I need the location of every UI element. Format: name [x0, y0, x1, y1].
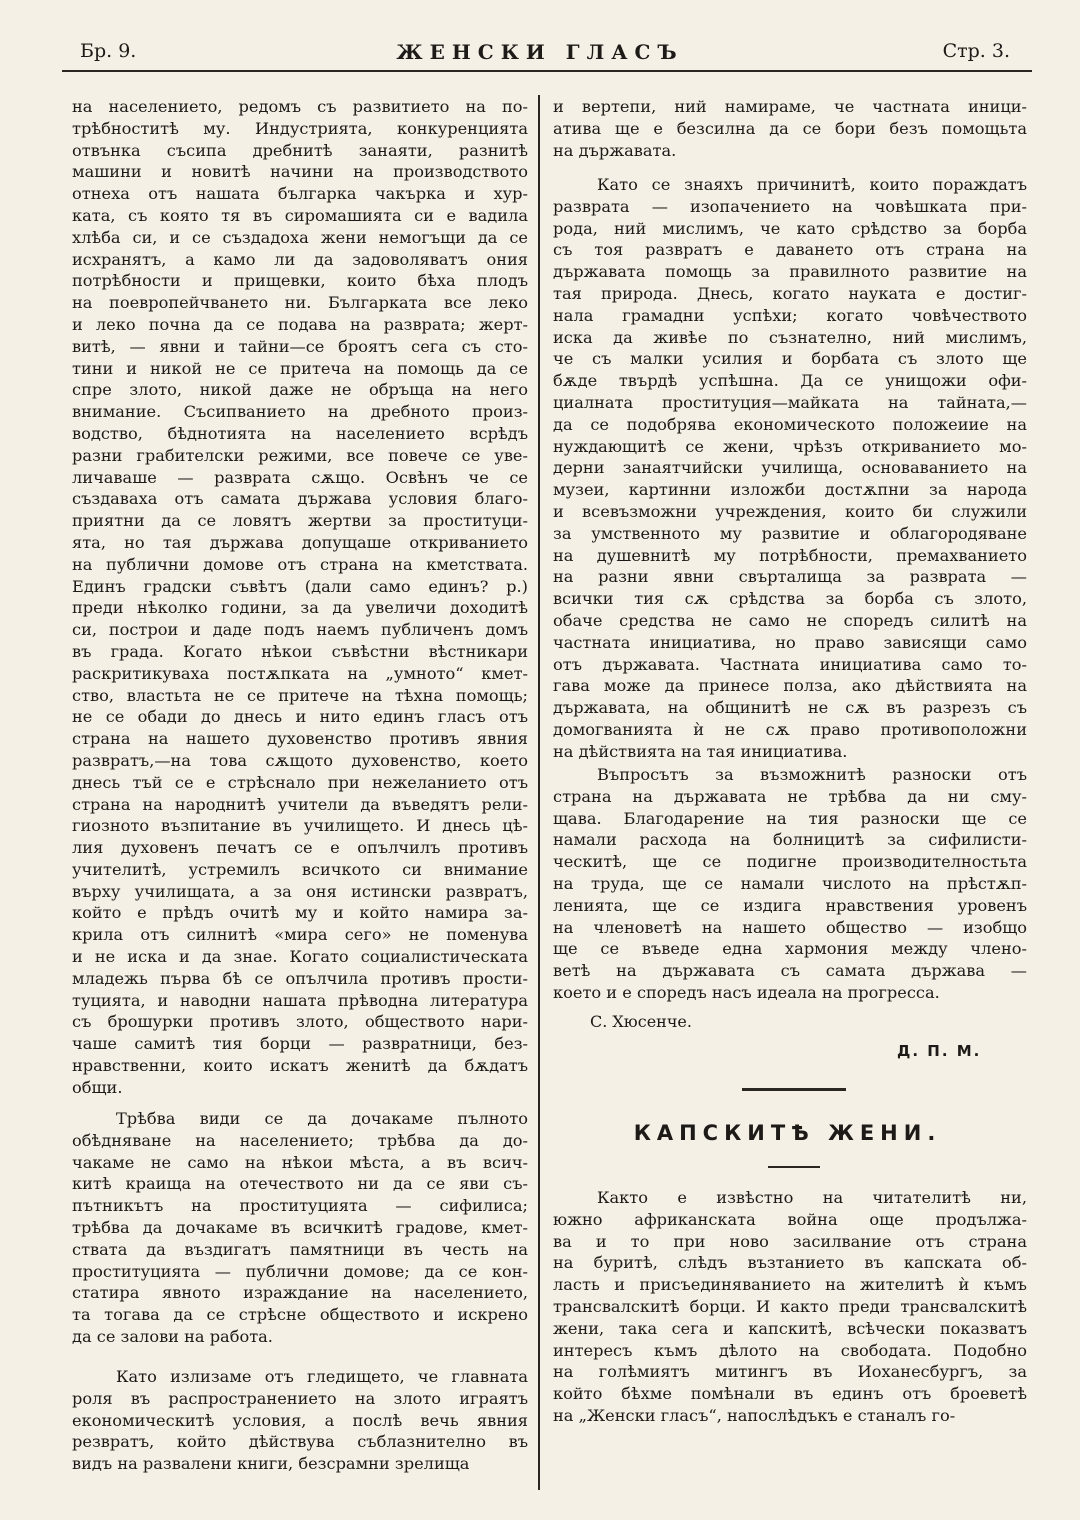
page-number: Стр. 3. [942, 40, 1010, 62]
paragraph [553, 764, 1027, 1004]
text-line: днесь тъй се е стрѣснало при нежеланието отъ [72, 772, 528, 792]
text-line: раскритикуваха постѫпката на „умното“ кмет- [72, 663, 528, 683]
text-line: чакаме не само на нѣкои мѣста, а въ всич- [72, 1152, 528, 1172]
text-line: че съ малки усилия и борбата съ злото ще [553, 349, 1027, 369]
text-line: върху училищата, а за оня истински развратъ, [72, 881, 528, 901]
text-line: бѫде твърдѣ успѣшна. Да се унищожи офи- [553, 371, 1027, 391]
text-line: Въпросътъ за възможнитѣ разноски отъ [597, 765, 1027, 784]
text-line: ветѣ на държавата съ самата държава — [553, 961, 1027, 981]
text-line: ласть и присъединяванието на жителитѣ ѝ къмъ [553, 1275, 1027, 1295]
text-line: китѣ краища на отечеството ни да се яви съ- [72, 1174, 528, 1194]
text-line: учителитѣ, устремилъ всичкото си внимание [72, 859, 528, 879]
text-line: и вертепи, ний намираме, че частната иници- [553, 97, 1027, 116]
text-line: на поевропейчването ни. Българката все леко [72, 293, 528, 313]
text-line: нала грамадни успѣхи; когато човѣчеството [553, 305, 1027, 325]
text-line: ята, но тая държава допущаше откриванието [72, 532, 528, 552]
text-line: лия духовенъ печатъ се е опълчилъ противъ [72, 838, 528, 858]
text-line: общи. [72, 1077, 123, 1097]
text-line: ще се въведе една хармония между члено- [553, 939, 1027, 959]
text-line: чаше самитѣ тия борци — развратници, без- [72, 1034, 528, 1054]
paragraph [553, 96, 1027, 161]
text-line: на държавата. [553, 140, 677, 160]
text-line: страна на народнитѣ учители да въведятъ рели- [72, 794, 528, 814]
text-line: Както е извѣстно на читателитѣ ни, [597, 1188, 1027, 1207]
text-line: статира явното израждание на населението, [72, 1283, 528, 1303]
text-line: отнеха отъ нашата българка чакърка и хур- [72, 184, 528, 204]
article-separator [742, 1088, 846, 1091]
text-line: на населението, редомъ съ развитието на по- [72, 97, 528, 116]
text-line: съ брошурки противъ злото, обществото нари- [72, 1012, 528, 1032]
text-line: домогванията ѝ не сѫ право противоположни [553, 719, 1027, 739]
text-line: и не иска и да знае. Когато социалистическата [72, 947, 528, 967]
text-line: да се подобрява економическото положеиие на [553, 414, 1027, 434]
text-line: на членоветѣ на нашето общество — изобщо [553, 917, 1027, 937]
text-line: потрѣбности и прищевки, които бѣха плодъ [72, 271, 528, 291]
text-line: Като се знаяхъ причинитѣ, които пораждатъ [597, 175, 1027, 194]
text-line: на труда, ще се намали числото на прѣстѫп- [553, 873, 1027, 893]
text-line: държавата помощь за правилното развитие на [553, 262, 1027, 282]
text-line: тини и никой не се притеча на помощь да се [72, 358, 528, 378]
text-line: и всевъзможни учреждения, които би служили [553, 501, 1027, 521]
text-line: обѣдняване на населението; трѣбва да до- [72, 1130, 528, 1150]
heading-underline [768, 1166, 820, 1168]
text-line: Единъ градски съвѣтъ (дали само единъ? р.) [72, 576, 528, 596]
place-line: С. Хюсенче. [590, 1012, 692, 1031]
text-line: да се залови на работа. [72, 1326, 273, 1346]
text-line: нуждающитѣ се жени, чрѣзъ откриванието мо- [553, 436, 1027, 456]
text-line: рода, ний мислимъ, че като срѣдство за борба [553, 218, 1027, 238]
text-line: крила отъ силнитѣ «мира сего» не поменува [72, 925, 528, 945]
text-line: гиозното възпитание въ училището. И днесь цѣ- [72, 816, 528, 836]
text-line: и леко почна да се подава на разврата; жерт- [72, 314, 528, 334]
text-line: страна на нашето духовенство противъ явния [72, 729, 528, 749]
issue-number: Бр. 9. [80, 40, 137, 62]
text-line: ленията, ще се издига нравствения уровенъ [553, 895, 1027, 915]
text-line: видъ на развалени книги, безсрамни зрелища [72, 1454, 470, 1474]
paragraph [72, 1366, 528, 1475]
text-line: отъ държавата. Частната инициатива само то- [553, 654, 1027, 674]
text-line: държавата, на общинитѣ не сѫ въ разрезъ съ [553, 698, 1027, 718]
text-line: частната инициатива, но право зависящи само [553, 632, 1027, 652]
text-line: иска да живѣе по съзнателно, ний мислимъ, [553, 327, 1027, 347]
text-line: трѣбноститѣ му. Индустрията, конкуренцията [72, 118, 528, 138]
text-line: ствата да въздигатъ памятници въ честь на [72, 1239, 528, 1259]
text-line: водство, бѣднотията на населението всрѣдъ [72, 423, 528, 443]
text-line: ческитѣ, ще се подигне производителностьта [553, 852, 1027, 872]
text-line: намали расхода на болницитѣ за сифилисти- [553, 830, 1027, 850]
text-line: страна на държавата не трѣбва да ни сму- [553, 786, 1027, 806]
text-line: приятни да се ловятъ жертви за проституци- [72, 511, 528, 531]
paragraph [553, 1187, 1027, 1427]
text-line: разврата — изопачението на човѣшката при- [553, 196, 1027, 216]
paragraph [72, 96, 528, 1099]
text-line: машини и новитѣ начини на производството [72, 162, 528, 182]
text-line: проституцията — публични домове; да се кон- [72, 1261, 528, 1281]
text-line: което и е споредъ насъ идеала на прогресса. [553, 982, 940, 1002]
text-line: атива ще е безсилна да се бори безъ помощьта [553, 118, 1027, 138]
text-line: трансвалскитѣ борци. И както преди трансвалскитѣ [553, 1296, 1027, 1316]
text-line: на буритѣ, слѣдъ възтанието въ капската об- [553, 1253, 1027, 1273]
paragraph [72, 1108, 528, 1348]
text-line: витѣ, — явни и тайни—се броятъ сега съ сто- [72, 336, 528, 356]
text-line: на голѣмиятъ митингъ въ Иоханесбургъ, за [553, 1362, 1027, 1382]
newspaper-title: ЖЕНСКИ ГЛАСЪ [396, 40, 684, 64]
text-line: южно африканската война още продължа- [553, 1209, 1027, 1229]
text-line: дерни занаятчийски училища, основаванието на [553, 458, 1027, 478]
text-line: на разни явни свърталища за разврата — [553, 567, 1027, 587]
text-line: та тогава да се стрѣсне обществото и искрено [72, 1305, 528, 1325]
text-line: развратъ,—на това сѫщото духовенство, което [72, 750, 528, 770]
text-line: който е прѣдъ очитѣ му и който намира за- [72, 903, 528, 923]
text-line: економическитѣ условия, а послѣ вечь явния [72, 1410, 528, 1430]
article-heading: КАПСКИТѢ ЖЕНИ. [633, 1121, 942, 1145]
column-divider [538, 95, 540, 1490]
text-line: младежь първа бѣ се опълчила противъ прости- [72, 968, 528, 988]
text-line: резвратъ, който дѣйствува съблазнително въ [72, 1432, 528, 1452]
header-rule [62, 70, 1032, 72]
text-line: хлѣба си, и се създадоха жени немогъщи да се [72, 227, 528, 247]
text-line: на „Женски гласъ“, напослѣдъкъ е станалъ го- [553, 1405, 956, 1425]
text-line: който бѣхме помѣнали въ единъ отъ броеветѣ [553, 1384, 1027, 1404]
text-line: преди нѣколко години, за да увеличи доходитѣ [72, 598, 528, 618]
text-line: разни грабителски режими, все повече се уве- [72, 445, 528, 465]
text-line: на публични домове отъ страна на кметствата. [72, 554, 528, 574]
text-line: ва и то при ново засилвание отъ страна [553, 1231, 1027, 1251]
text-line: жени, така сега и капскитѣ, всѣчески показватъ [553, 1318, 1027, 1338]
text-line: обаче средства не само не споредъ силитѣ на [553, 610, 1027, 630]
left-column [72, 96, 528, 1496]
text-line: щава. Благодарение на тия разноски ще се [553, 808, 1027, 828]
text-line: роля въ распространението на злото играятъ [72, 1388, 528, 1408]
text-line: исхранятъ, а камо ли да задоволяватъ ония [72, 249, 528, 269]
text-line: създаваха отъ самата държава условия благо- [72, 489, 528, 509]
text-line: музеи, картинни изложби достѫпни за народа [553, 480, 1027, 500]
author-signature: Д. П. М. [897, 1042, 982, 1060]
text-line: пътникътъ на проституцията — сифилиса; [72, 1196, 528, 1216]
text-line: ката, съ която тя въ сиромашията си е вадила [72, 205, 528, 225]
text-line: гава може да принесе полза, ако дѣйствията на [553, 676, 1027, 696]
article2-body [553, 1187, 1027, 1487]
text-line: не се обади до днесь и нито единъ гласъ отъ [72, 707, 528, 727]
text-line: спре злото, никой даже не обръща на него [72, 380, 528, 400]
text-line: на дѣйствията на тая инициатива. [553, 741, 848, 761]
text-line: внимание. Съсипванието на дребното произ- [72, 402, 528, 422]
text-line: циалната проституция—майката на тайната,— [553, 392, 1027, 412]
text-line: интересъ къмъ дѣлото на свободата. Подобно [553, 1340, 1027, 1360]
text-line: тая природа. Днесь, когато науката е достиг- [553, 283, 1027, 303]
text-line: трѣбва да дочакаме въ всичкитѣ градове, кмет- [72, 1217, 528, 1237]
text-line: въ града. Когато нѣкои съвѣстни вѣстникари [72, 641, 528, 661]
text-line: нравственни, които искатъ женитѣ да бѫдатъ [72, 1056, 528, 1076]
text-line: личаваше — разврата сѫщо. Освѣнъ че се [72, 467, 528, 487]
text-line: съ тоя развратъ е даването отъ страна на [553, 240, 1027, 260]
text-line: всички тия сѫ срѣдства за борба съ злото, [553, 589, 1027, 609]
text-line: туцията, и наводни нашата прѣводна литература [72, 990, 528, 1010]
paragraph [553, 174, 1027, 763]
text-line: на душевнитѣ му потрѣбности, премахванието [553, 545, 1027, 565]
text-line: си, построи и даде подъ наемъ публиченъ домъ [72, 620, 528, 640]
text-line: за умственното му развитие и облагородяване [553, 523, 1027, 543]
text-line: Трѣбва види се да дочакаме пълното [116, 1109, 528, 1128]
text-line: отвънка съсипа дребнитѣ занаяти, разнитѣ [72, 140, 528, 160]
text-line: Като излизаме отъ гледището, че главната [116, 1367, 528, 1386]
text-line: ство, властьта не се притече на тѣхна помощь; [72, 685, 528, 705]
